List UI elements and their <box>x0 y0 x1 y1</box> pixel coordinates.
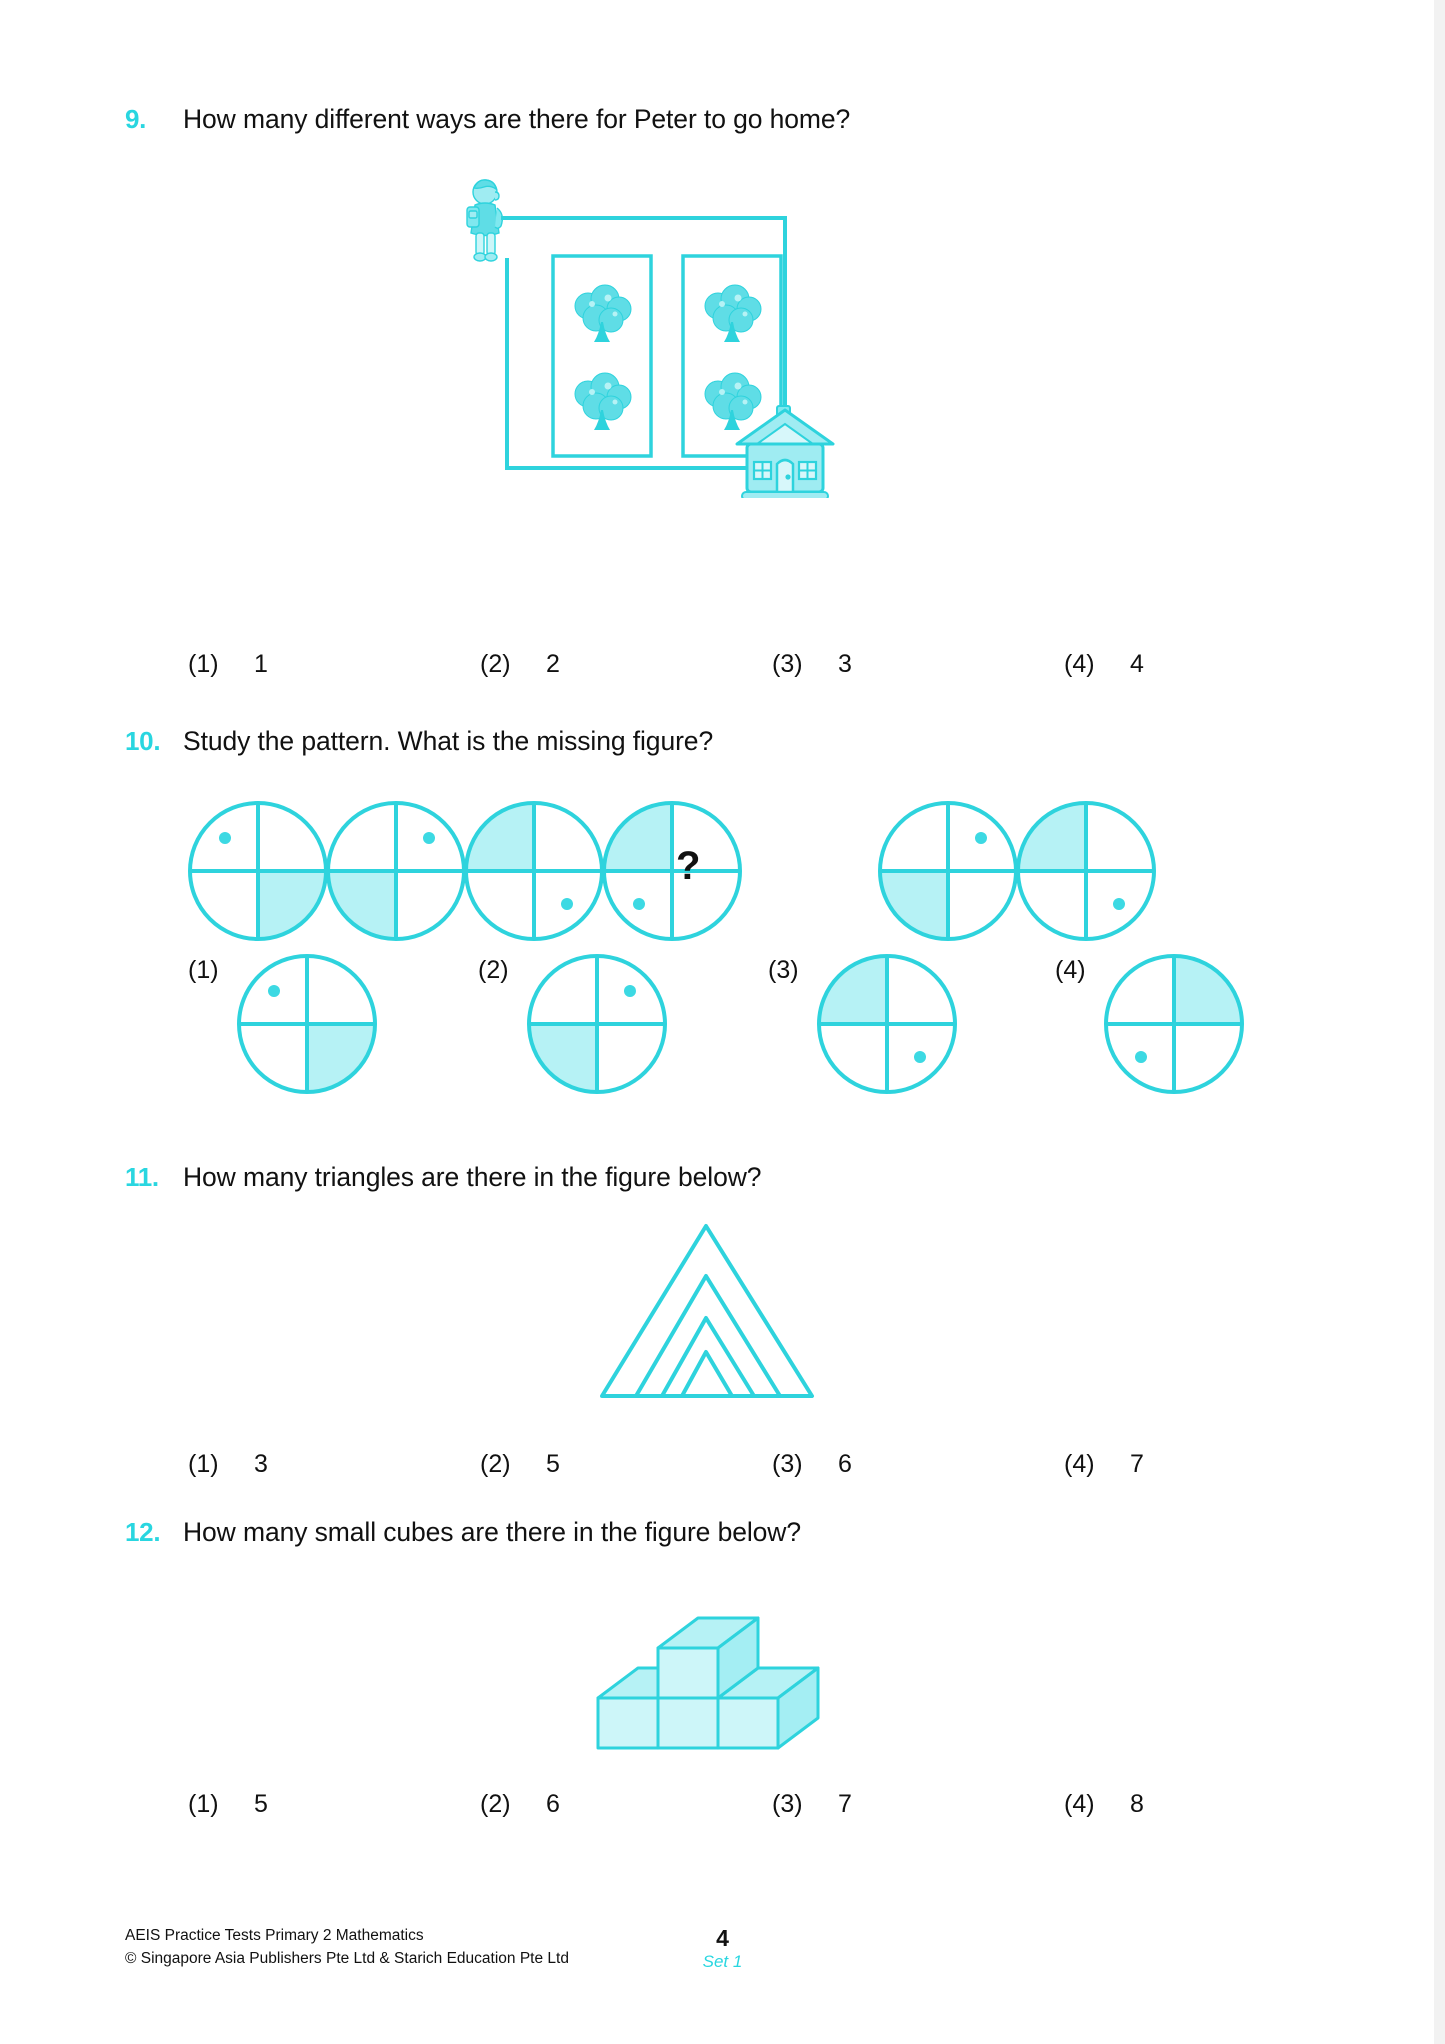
footer-title: AEIS Practice Tests Primary 2 Mathematics <box>125 1927 424 1945</box>
option-label: (3) <box>768 956 799 984</box>
tree-plot-rectangles <box>553 256 781 456</box>
footer-copyright: © Singapore Asia Publishers Pte Ltd & Starich Education Pte Ltd <box>125 1949 569 1967</box>
question-12-option-1[interactable] <box>188 1790 480 1819</box>
option-label: (3) <box>772 650 803 678</box>
set-label: Set 1 <box>702 1951 743 1971</box>
question-11-option-3[interactable] <box>772 1450 1064 1479</box>
maze-figure <box>455 178 875 503</box>
option-label: (1) <box>188 1790 219 1818</box>
option-value: 5 <box>254 1790 268 1818</box>
question-10-option-2[interactable] <box>478 950 671 1098</box>
question-10-option-3[interactable] <box>768 950 961 1098</box>
stacked-cubes-svg <box>590 1590 890 1790</box>
question-11-text: How many triangles are there in the figure below? <box>183 1162 762 1192</box>
question-9-option-3[interactable] <box>772 650 1064 679</box>
missing-figure-question-mark: ? <box>676 844 701 888</box>
option-circle-1 <box>233 950 381 1098</box>
nested-triangles-svg <box>600 1218 840 1408</box>
house-icon <box>737 406 833 498</box>
question-10-options <box>0 950 1445 1120</box>
option-label: (4) <box>1064 650 1095 678</box>
option-label: (2) <box>478 956 509 984</box>
option-label: (4) <box>1055 956 1086 984</box>
option-value: 6 <box>838 1450 852 1478</box>
pattern-circle-3 <box>466 803 602 939</box>
question-12-heading <box>0 1517 1445 1548</box>
maze-diagram-svg <box>455 178 875 498</box>
pattern-circle-4 <box>604 803 740 939</box>
option-label: (2) <box>480 1790 511 1818</box>
cubes-figure <box>590 1590 890 1795</box>
pattern-circle-1 <box>190 803 326 939</box>
option-label: (3) <box>772 1450 803 1478</box>
question-9-heading <box>0 104 1445 135</box>
option-circle-4 <box>1100 950 1248 1098</box>
option-circle-2 <box>523 950 671 1098</box>
question-9-text: How many different ways are there for Peter to go home? <box>183 104 851 134</box>
question-9-option-1[interactable] <box>188 650 480 679</box>
question-10-heading <box>0 726 1445 757</box>
question-10-option-1[interactable] <box>188 950 381 1098</box>
question-9-option-2[interactable] <box>480 650 772 679</box>
option-value: 8 <box>1130 1790 1144 1818</box>
option-value: 3 <box>254 1450 268 1478</box>
question-11-options <box>0 1450 1445 1479</box>
question-9-options <box>0 650 1445 679</box>
option-value: 6 <box>546 1790 560 1818</box>
pattern-circle-7 <box>1018 803 1154 939</box>
question-12-text: How many small cubes are there in the figure below? <box>183 1517 801 1547</box>
question-12-number: 12. <box>125 1517 161 1547</box>
question-11-option-1[interactable] <box>188 1450 480 1479</box>
option-value: 2 <box>546 650 560 678</box>
pattern-sequence-svg <box>188 800 1288 942</box>
question-10-number: 10. <box>125 726 161 756</box>
question-11 <box>0 1162 1445 1193</box>
option-value: 7 <box>1130 1450 1144 1478</box>
option-label: (4) <box>1064 1450 1095 1478</box>
question-12-option-4[interactable] <box>1064 1790 1144 1819</box>
footer <box>125 1925 1325 1970</box>
option-value: 5 <box>546 1450 560 1478</box>
question-10-option-4[interactable] <box>1055 950 1248 1098</box>
pattern-circle-2 <box>328 803 464 939</box>
question-11-heading <box>0 1162 1445 1193</box>
question-11-option-4[interactable] <box>1064 1450 1144 1479</box>
question-10 <box>0 726 1445 757</box>
option-value: 7 <box>838 1790 852 1818</box>
question-11-option-2[interactable] <box>480 1450 772 1479</box>
option-label: (2) <box>480 1450 511 1478</box>
question-9-option-4[interactable] <box>1064 650 1144 679</box>
option-value: 3 <box>838 650 852 678</box>
option-label: (1) <box>188 650 219 678</box>
question-12-option-2[interactable] <box>480 1790 772 1819</box>
question-9-number: 9. <box>125 104 147 134</box>
pattern-sequence <box>188 800 1288 947</box>
question-12-options <box>0 1790 1445 1819</box>
question-10-text: Study the pattern. What is the missing figure? <box>183 726 714 756</box>
option-value: 1 <box>254 650 268 678</box>
option-label: (1) <box>188 1450 219 1478</box>
option-label: (2) <box>480 650 511 678</box>
tree-icon-group <box>575 285 761 430</box>
option-circle-3 <box>813 950 961 1098</box>
option-value: 4 <box>1130 650 1144 678</box>
page-number: 4 <box>716 1925 729 1952</box>
pattern-circle-6 <box>880 803 1016 939</box>
question-12 <box>0 1517 1445 1548</box>
boy-icon <box>467 180 502 261</box>
question-11-number: 11. <box>125 1162 159 1192</box>
option-label: (3) <box>772 1790 803 1818</box>
question-12-option-3[interactable] <box>772 1790 1064 1819</box>
triangle-figure <box>600 1218 840 1413</box>
option-label: (1) <box>188 956 219 984</box>
question-9 <box>0 104 1445 135</box>
option-label: (4) <box>1064 1790 1095 1818</box>
